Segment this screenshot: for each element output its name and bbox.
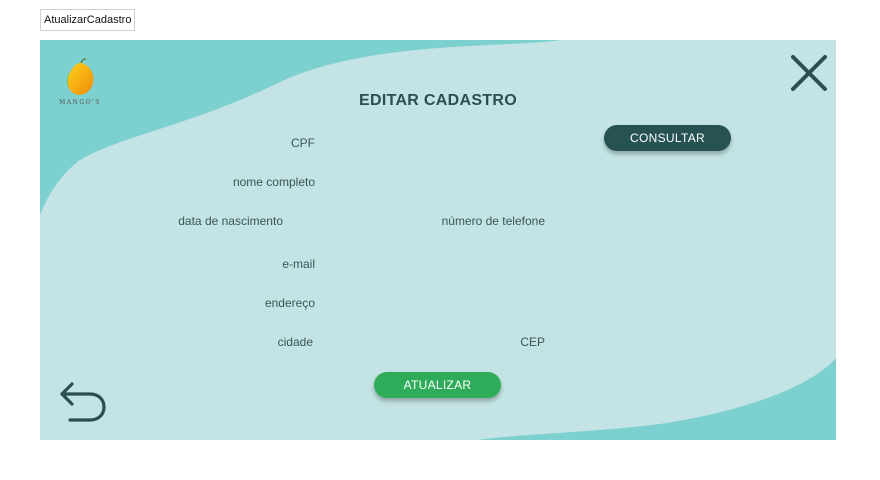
- cpf-label: CPF: [291, 136, 315, 150]
- email-label: e-mail: [282, 257, 315, 271]
- full-name-label: nome completo: [232, 175, 315, 189]
- address-label: endereço: [264, 296, 315, 310]
- cep-input[interactable]: [552, 333, 750, 351]
- city-label: cidade: [277, 335, 313, 349]
- page-title: EDITAR CADASTRO: [359, 92, 517, 109]
- window-title: AtualizarCadastro: [40, 9, 135, 31]
- edit-registration-panel: [40, 40, 836, 440]
- close-icon[interactable]: [788, 52, 830, 94]
- birth-date-input[interactable]: [290, 212, 428, 230]
- birth-date-label: data de nascimento: [178, 214, 283, 228]
- full-name-input[interactable]: [322, 173, 750, 191]
- cpf-input[interactable]: [322, 134, 590, 152]
- phone-label: número de telefone: [441, 214, 545, 228]
- logo-text: MANGO'S: [59, 99, 101, 106]
- back-arrow-icon[interactable]: [56, 378, 110, 426]
- email-input[interactable]: [322, 255, 750, 273]
- phone-input[interactable]: [552, 212, 750, 230]
- atualizar-button[interactable]: ATUALIZAR: [374, 372, 501, 398]
- consultar-button[interactable]: CONSULTAR: [604, 125, 731, 151]
- address-input[interactable]: [322, 294, 750, 312]
- city-input[interactable]: [320, 333, 508, 351]
- cep-label: CEP: [520, 335, 545, 349]
